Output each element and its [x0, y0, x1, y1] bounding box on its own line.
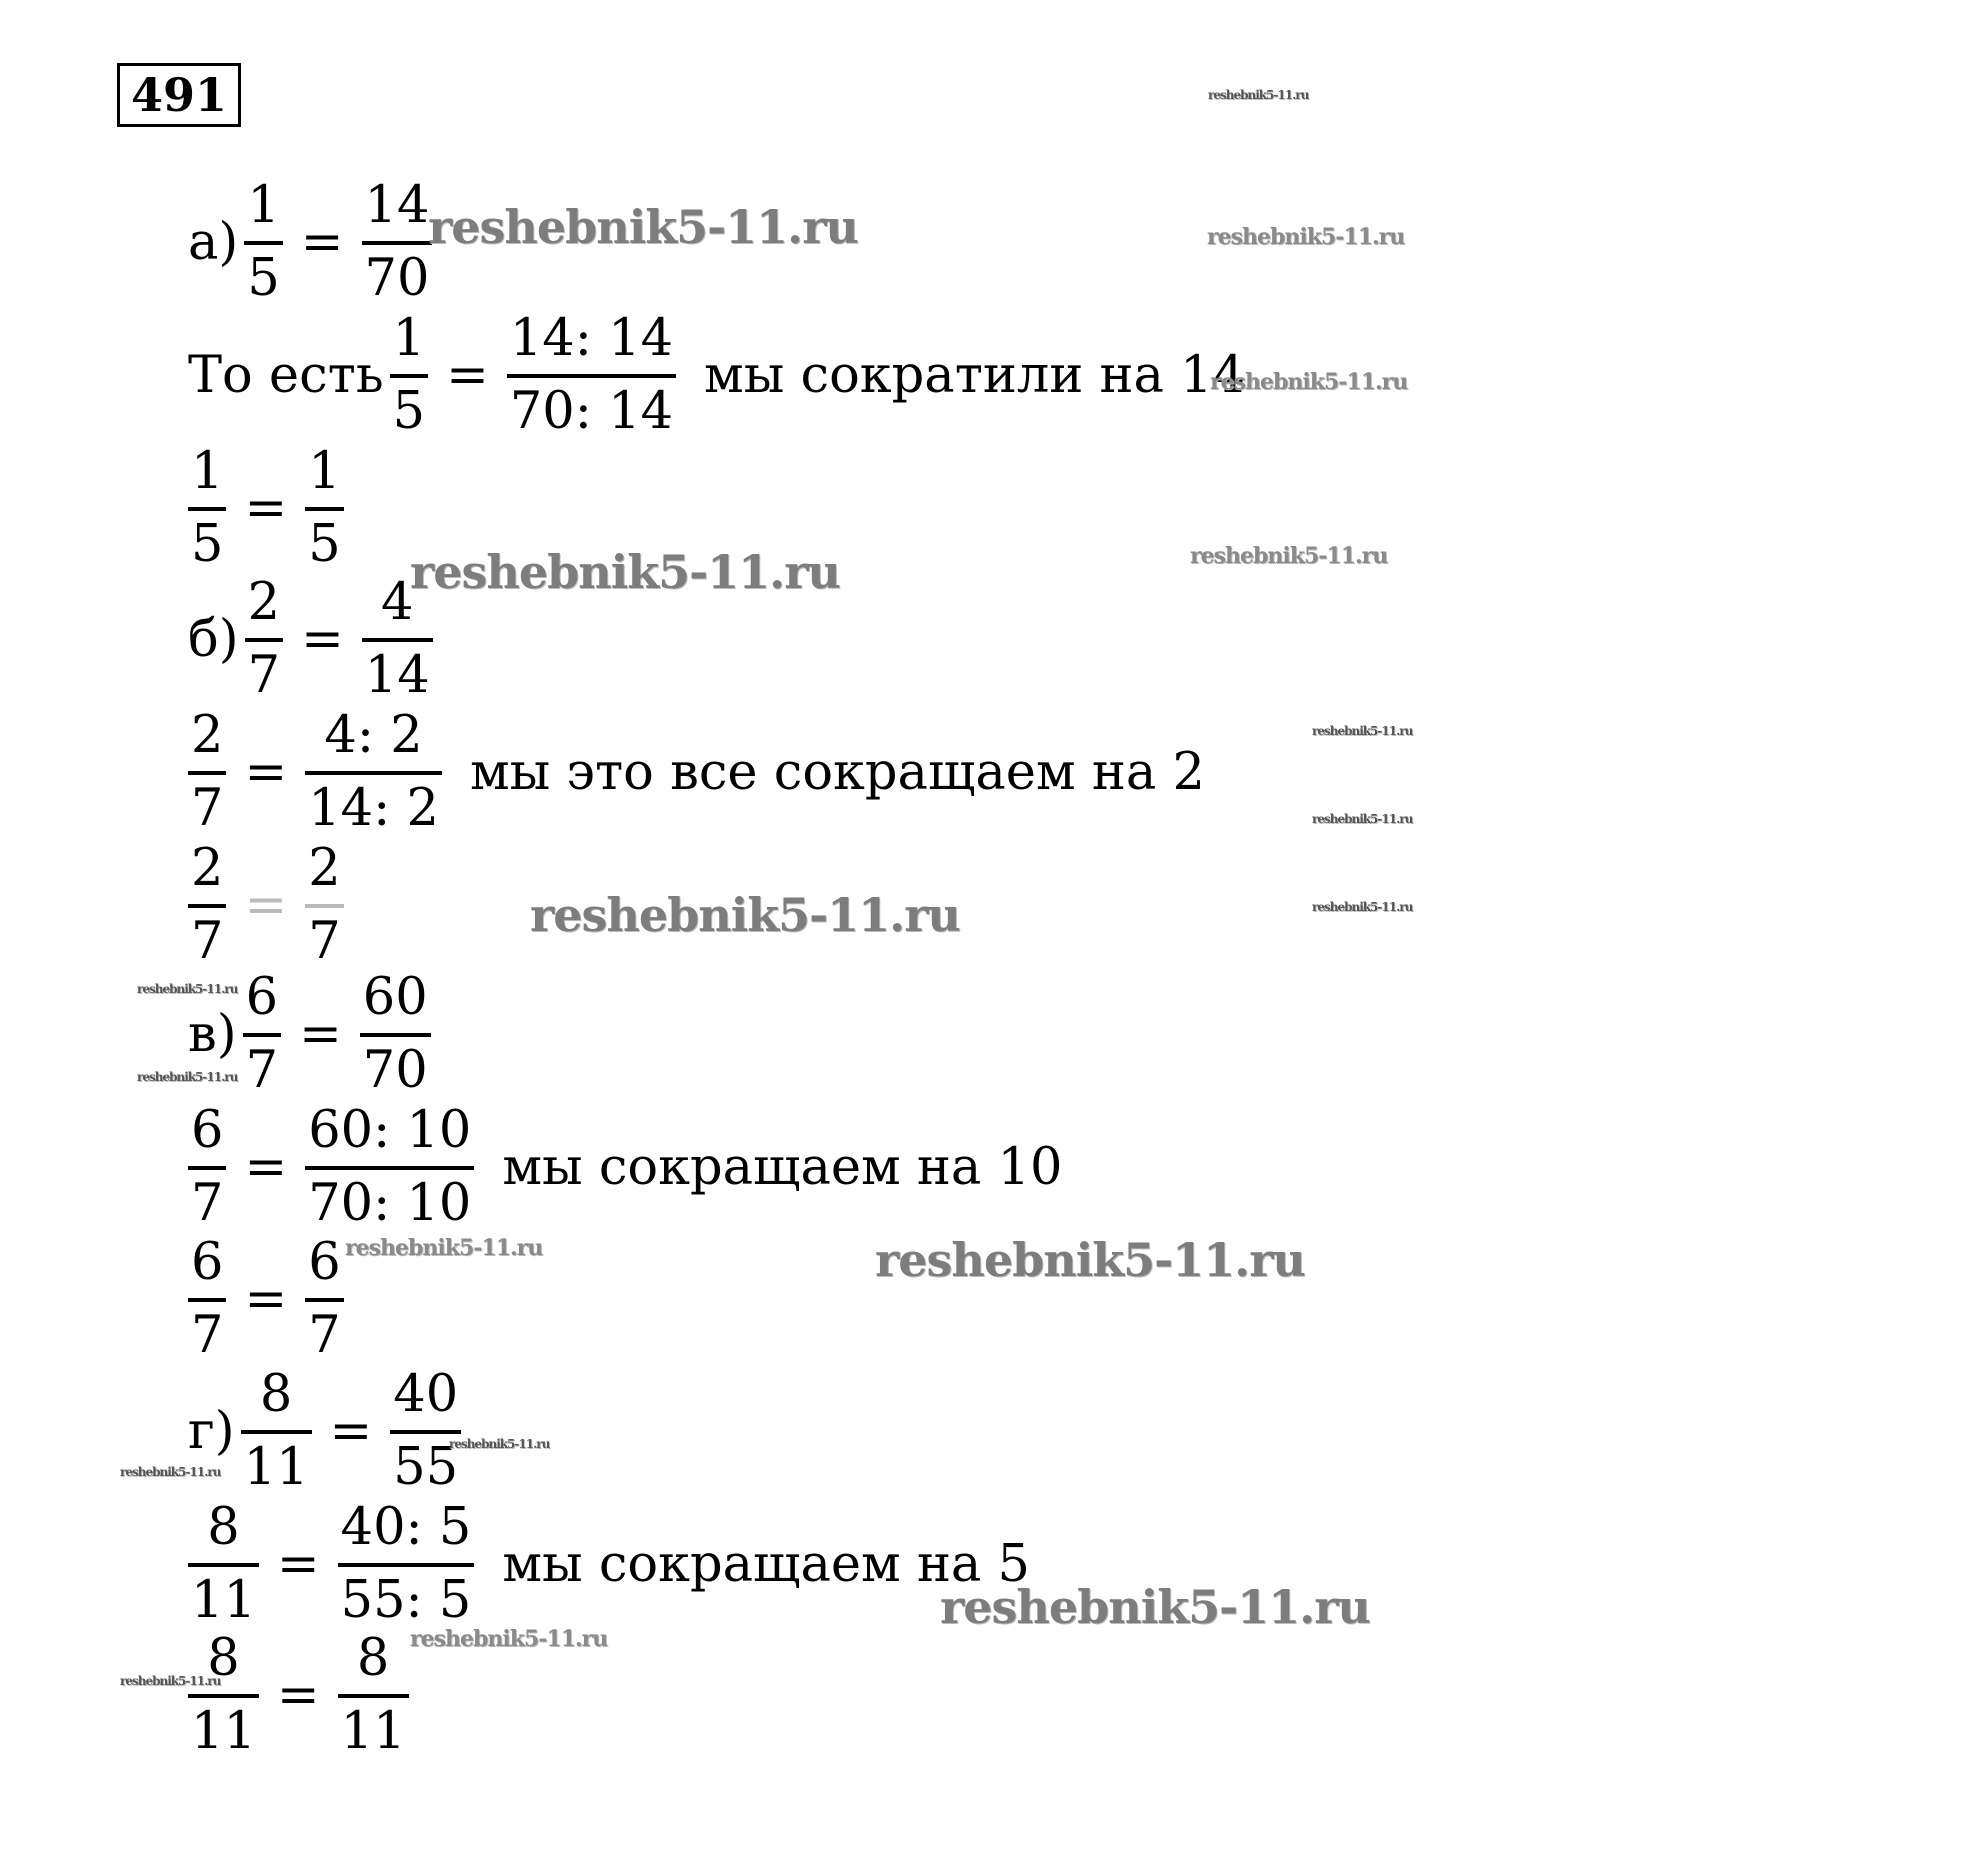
fraction	[188, 839, 226, 971]
numerator: 60: 10	[308, 1101, 472, 1160]
fraction-bar	[188, 1166, 226, 1170]
fraction-bar	[338, 1694, 409, 1698]
denominator: 7	[308, 1306, 341, 1365]
part-a-line-1	[188, 176, 438, 308]
numerator: 1	[191, 442, 224, 501]
numerator: 6	[308, 1233, 341, 1292]
equals-sign: =	[300, 212, 344, 272]
fraction-bar	[188, 507, 226, 511]
part-b-line-2	[182, 706, 1205, 838]
denominator: 7	[191, 1174, 224, 1233]
fraction	[241, 1365, 312, 1497]
numerator: 6	[191, 1101, 224, 1160]
watermark: reshebnik5-11.ru	[410, 1626, 608, 1652]
fraction	[338, 1629, 409, 1761]
denominator: 70	[362, 1041, 428, 1100]
part-d-line-1	[188, 1365, 467, 1497]
equals-sign: =	[244, 742, 288, 802]
fraction	[362, 176, 433, 308]
fraction-bar	[305, 1298, 343, 1302]
equals-sign: =	[276, 1534, 320, 1594]
numerator: 4	[381, 573, 414, 632]
equals-sign: =	[244, 875, 288, 935]
equals-sign: =	[244, 478, 288, 538]
watermark: reshebnik5-11.ru	[1210, 369, 1408, 395]
explanation-text: мы сократили на 14	[704, 345, 1246, 405]
denominator: 55: 5	[340, 1571, 472, 1630]
denominator: 14: 2	[308, 779, 439, 838]
equals-sign: =	[244, 1269, 288, 1329]
denominator: 5	[308, 515, 341, 574]
denominator: 5	[247, 249, 280, 308]
fraction	[188, 1629, 259, 1761]
fraction	[305, 839, 343, 971]
watermark: reshebnik5-11.ru	[1312, 724, 1413, 738]
fraction-bar	[390, 374, 428, 378]
explanation-text: мы это все сокращаем на 2	[469, 742, 1205, 802]
fraction	[305, 706, 442, 838]
part-c-label: в)	[188, 1004, 237, 1064]
fraction	[305, 442, 343, 574]
fraction	[188, 442, 226, 574]
numerator: 14: 14	[509, 309, 674, 368]
fraction	[245, 573, 283, 705]
watermark: reshebnik5-11.ru	[137, 982, 238, 996]
numerator: 8	[207, 1498, 240, 1557]
part-a-label: а)	[188, 212, 239, 272]
part-b-line-3	[182, 839, 350, 971]
numerator: 1	[392, 309, 426, 368]
part-d-label: г)	[188, 1401, 235, 1461]
fraction	[305, 1101, 474, 1233]
numerator: 6	[191, 1233, 224, 1292]
watermark: reshebnik5-11.ru	[1312, 812, 1413, 826]
numerator: 2	[247, 573, 281, 632]
fraction	[390, 309, 428, 441]
fraction	[390, 1365, 461, 1497]
watermark: reshebnik5-11.ru	[120, 1674, 221, 1688]
fraction	[188, 1233, 226, 1365]
fraction-bar	[390, 1430, 461, 1434]
watermark: reshebnik5-11.ru	[1312, 900, 1413, 914]
numerator: 2	[308, 839, 341, 898]
denominator: 70: 10	[308, 1174, 472, 1233]
part-d-line-3	[182, 1629, 415, 1761]
fraction-bar	[362, 241, 433, 245]
equals-sign: =	[244, 1137, 288, 1197]
watermark: reshebnik5-11.ru	[410, 545, 840, 599]
fraction	[305, 1233, 343, 1365]
numerator: 60	[362, 968, 428, 1027]
fraction-bar	[507, 374, 676, 378]
watermark: reshebnik5-11.ru	[1190, 543, 1388, 569]
denominator: 11	[340, 1702, 406, 1761]
equals-sign: =	[301, 609, 344, 669]
denominator: 11	[243, 1438, 309, 1497]
fraction-bar	[338, 1563, 475, 1567]
fraction	[338, 1498, 475, 1630]
fraction-bar	[188, 1298, 226, 1302]
watermark: reshebnik5-11.ru	[137, 1070, 238, 1084]
fraction-bar	[305, 904, 343, 908]
fraction-bar	[305, 771, 442, 775]
equals-sign: =	[446, 345, 489, 405]
denominator: 55	[393, 1438, 459, 1497]
watermark: reshebnik5-11.ru	[530, 888, 960, 942]
watermark: reshebnik5-11.ru	[449, 1437, 550, 1451]
denominator: 5	[392, 382, 426, 441]
denominator: 70	[364, 249, 430, 308]
numerator: 2	[191, 839, 224, 898]
fraction	[188, 1498, 259, 1630]
watermark: reshebnik5-11.ru	[1208, 88, 1309, 102]
numerator: 4: 2	[324, 706, 423, 765]
part-b-label: б)	[188, 609, 239, 669]
part-a-line-2	[188, 309, 1246, 441]
watermark: reshebnik5-11.ru	[345, 1235, 543, 1261]
denominator: 7	[191, 912, 224, 971]
fraction-bar	[360, 1033, 431, 1037]
numerator: 1	[247, 176, 280, 235]
watermark: reshebnik5-11.ru	[1207, 224, 1405, 250]
explanation-text: мы сокращаем на 10	[502, 1137, 1063, 1197]
watermark: reshebnik5-11.ru	[940, 1580, 1370, 1634]
fraction-bar	[305, 1166, 474, 1170]
numerator: 6	[245, 968, 279, 1027]
part-b-line-1	[188, 573, 439, 705]
fraction-bar	[188, 771, 226, 775]
numerator: 8	[356, 1629, 390, 1688]
numerator: 40: 5	[340, 1498, 472, 1557]
fraction	[244, 176, 282, 308]
text-prefix: То есть	[188, 345, 384, 405]
fraction-bar	[188, 904, 226, 908]
fraction	[188, 706, 226, 838]
fraction-bar	[362, 638, 433, 642]
fraction-bar	[243, 1033, 281, 1037]
numerator: 40	[393, 1365, 459, 1424]
fraction	[188, 1101, 226, 1233]
denominator: 14	[364, 646, 430, 705]
fraction-bar	[244, 241, 282, 245]
part-c-line-2	[182, 1101, 1063, 1233]
fraction-bar	[241, 1430, 312, 1434]
denominator: 5	[191, 515, 224, 574]
denominator: 7	[308, 912, 341, 971]
denominator: 7	[191, 779, 224, 838]
fraction-bar	[188, 1694, 259, 1698]
part-c-line-3	[182, 1233, 350, 1365]
numerator: 8	[259, 1365, 293, 1424]
fraction-bar	[305, 507, 343, 511]
explanation-text: мы сокращаем на 5	[502, 1534, 1030, 1594]
denominator: 7	[245, 1041, 279, 1100]
fraction-bar	[245, 638, 283, 642]
watermark: reshebnik5-11.ru	[120, 1465, 221, 1479]
numerator: 2	[191, 706, 224, 765]
equals-sign: =	[299, 1004, 342, 1064]
fraction	[507, 309, 676, 441]
numerator: 14	[364, 176, 430, 235]
denominator: 70: 14	[509, 382, 674, 441]
watermark: reshebnik5-11.ru	[428, 200, 858, 254]
watermark: reshebnik5-11.ru	[875, 1233, 1305, 1287]
numerator: 1	[308, 442, 341, 501]
denominator: 11	[191, 1702, 256, 1761]
fraction	[360, 968, 431, 1100]
equals-sign: =	[329, 1401, 373, 1461]
part-d-line-2	[182, 1498, 1030, 1630]
numerator: 8	[207, 1629, 240, 1688]
equals-sign: =	[276, 1665, 320, 1725]
part-a-line-3	[182, 442, 350, 574]
fraction	[243, 968, 281, 1100]
problem-number: 491	[117, 63, 241, 127]
denominator: 7	[191, 1306, 224, 1365]
fraction-bar	[188, 1563, 259, 1567]
denominator: 11	[191, 1571, 256, 1630]
denominator: 7	[247, 646, 281, 705]
